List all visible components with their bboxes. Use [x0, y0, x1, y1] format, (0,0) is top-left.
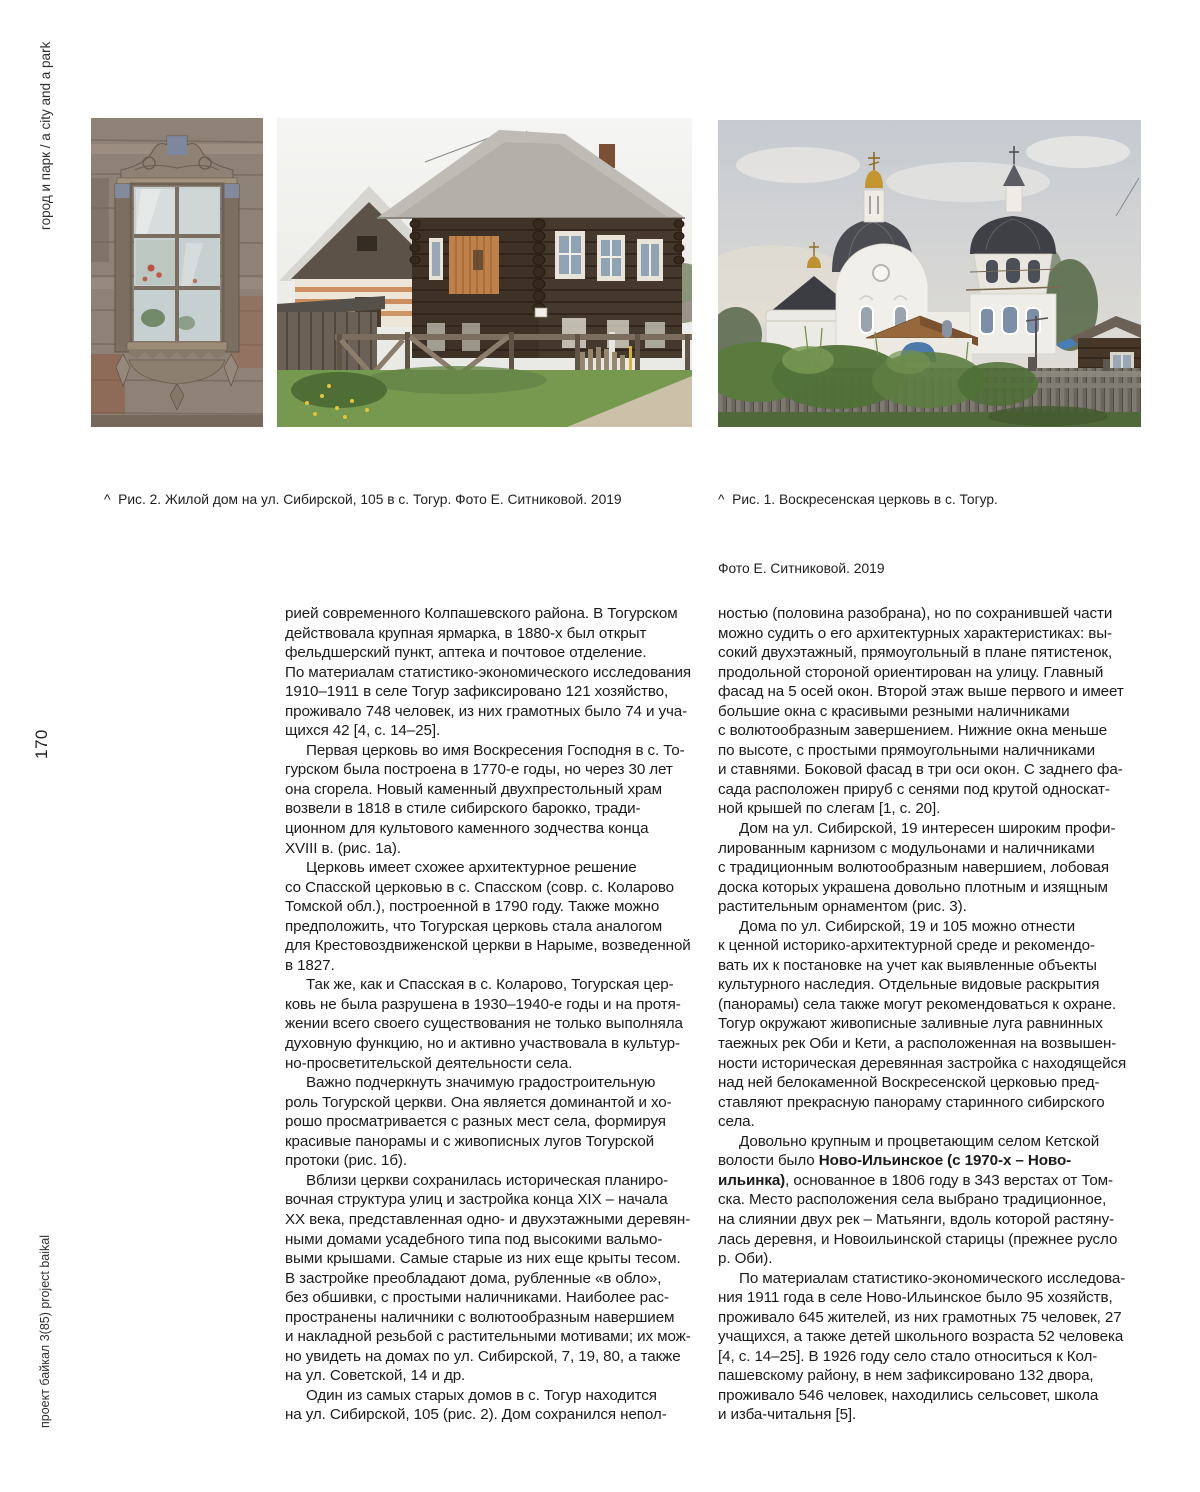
- caption-line: Фото Е. Ситниковой. 2019: [718, 561, 885, 576]
- text-line: на ул. Советской, 14 и др.: [285, 1367, 466, 1385]
- carved-window-illustration: [91, 118, 263, 427]
- text-line: Довольно крупным и процветающим селом Кетской: [739, 1132, 1100, 1150]
- text-line: но увидеть на домах по ул. Сибирской, 7, 19, 80, а также: [285, 1347, 681, 1365]
- text-line: По материалам статистико-экономического исследова-: [739, 1269, 1126, 1287]
- text-line: без обшивки, с простыми наличниками. Наиболее рас-: [285, 1289, 669, 1307]
- text-line: действовала крупная ярмарка, в 1880-х был открыт: [285, 624, 647, 642]
- text-line: пашевскому району, в нем зафиксировано 132 двора,: [718, 1367, 1094, 1385]
- figure-caption-fig2: [104, 442, 622, 557]
- text-line: ставляют прекрасную панораму старинного сибирского: [718, 1093, 1105, 1111]
- text-line: протоки (рис. 1б).: [285, 1152, 408, 1170]
- text-line: сада расположен прируб с сенями под крутой односкат-: [718, 780, 1110, 798]
- text-line: лированным карнизом с модульонами и наличниками: [718, 839, 1095, 857]
- caption-line: ^ Рис. 2. Жилой дом на ул. Сибирской, 105 в с. Тогур. Фото Е. Ситниковой. 2019: [104, 492, 622, 507]
- text-line: ностью (половина разобрана), но по сохранившей части: [718, 605, 1113, 622]
- text-line: большие окна с красивыми резными наличниками: [718, 702, 1070, 720]
- text-line: Один из самых старых домов в с. Тогур находится: [306, 1386, 657, 1404]
- text-line: рошо просматривается с разных мест села, формируя: [285, 1113, 666, 1131]
- text-line: Дом на ул. Сибирской, 19 интересен широким профи-: [739, 820, 1116, 838]
- log-house-illustration: [277, 118, 692, 427]
- text-line: выми крышами. Самые старые из них еще крыты тесом.: [285, 1250, 681, 1268]
- text-line: Важно подчеркнуть значимую градостроительную: [306, 1074, 656, 1092]
- text-line: со Спасской церковью в с. Спасском (совр. с. Коларово: [285, 878, 675, 896]
- text-line: волости было Ново-Ильинское (с 1970-х – Ново-: [718, 1152, 1072, 1170]
- text-line: села.: [718, 1113, 755, 1131]
- text-line: ной крышей по слегам [1, с. 20].: [718, 800, 941, 818]
- photo-carved-window: [91, 118, 263, 427]
- text-line: ционном для культового каменного зодчества конца: [285, 820, 649, 838]
- text-line: на слиянии двух рек – Матьянги, вдоль которой растяну-: [718, 1210, 1115, 1228]
- text-line: красивые панорамы и с живописных лугов Тогурской: [285, 1132, 655, 1150]
- text-line: Тогур окружают живописные заливные луга равнинных: [718, 1015, 1103, 1033]
- section-rubric-vertical: город и парк / a city and a park: [38, 41, 53, 230]
- text-line: и ставнями. Боковой фасад в три оси окон. С заднего фа-: [718, 761, 1123, 779]
- text-line: ными домами усадебного типа под высокими вальмо-: [285, 1230, 663, 1248]
- page-number: 170: [32, 729, 51, 759]
- text-line: В застройке преобладают дома, рубленные «в обло»,: [285, 1269, 662, 1287]
- text-line: предположить, что Тогурская церковь стала аналогом: [285, 917, 663, 935]
- text-line: сокий двухэтажный, прямоугольный в плане пятистенок,: [718, 644, 1113, 662]
- text-line: Вблизи церкви сохранилась историческая планиро-: [306, 1171, 669, 1189]
- text-line: к ценной историко-архитектурной среде и рекомендо-: [718, 937, 1095, 955]
- text-line: жении всего своего существования не только выполняла: [285, 1015, 683, 1033]
- text-line: ности историческая деревянная застройка с находящейся: [718, 1054, 1127, 1072]
- text-line: (панорамы) села также могут рекомендоваться к охране.: [718, 995, 1117, 1013]
- text-line: ильинка), основанное в 1806 году в 343 верстах от Том-: [718, 1171, 1113, 1189]
- text-line: лась деревня, и Новоильинской старицы (прежнее русло: [718, 1230, 1118, 1248]
- text-line: рией современного Колпашевского района. В Тогурском: [285, 605, 678, 622]
- text-line: ния 1911 года в селе Ново-Ильинское было 95 хозяйств,: [718, 1289, 1113, 1307]
- photo-church: [718, 120, 1141, 427]
- text-line: культурного наследия. Отдельные видовые раскрытия: [718, 976, 1100, 994]
- text-line: Томской обл.), построенной в 1790 году. Также можно: [285, 898, 660, 916]
- text-line: растительным орнаментом (рис. 3).: [718, 898, 967, 916]
- journal-imprint-vertical: проект байкал 3(85) project baikal: [38, 1234, 52, 1428]
- text-line: и накладной резьбой с растительными мотивами; их мож-: [285, 1328, 691, 1346]
- photo-log-house: [277, 118, 692, 427]
- text-line: в 1827.: [285, 956, 335, 974]
- text-line: XVIII в. (рис. 1а).: [285, 839, 401, 857]
- text-line: 1910–1911 в селе Тогур зафиксировано 121 хозяйство,: [285, 683, 669, 701]
- text-line: проживало 645 жителей, из них грамотных 75 человек, 27: [718, 1308, 1122, 1326]
- text-line: таежных рек Оби и Кети, а расположенная на возвышен-: [718, 1035, 1117, 1053]
- text-line: и изба-читальня [5].: [718, 1406, 857, 1424]
- caption-line: ^ Рис. 1. Воскресенская церковь в с. Тогур.: [718, 492, 998, 507]
- text-line: доска которых украшена довольно плотным и изящным: [718, 878, 1108, 896]
- church-illustration: [718, 120, 1141, 427]
- text-line: Дома по ул. Сибирской, 19 и 105 можно отнести: [739, 917, 1076, 935]
- left-column: [285, 604, 695, 1425]
- text-line: По материалам статистико-экономического исследования: [285, 663, 692, 681]
- text-line: духовную функцию, но и активно участвовала в культур-: [285, 1035, 680, 1053]
- text-line: вочная структура улиц и застройка конца XIX – начала: [285, 1191, 668, 1209]
- text-line: роль Тогурской церкви. Она является доминантой и хо-: [285, 1093, 672, 1111]
- text-line: фельдшерский пункт, аптека и почтовое отделение.: [285, 644, 647, 662]
- text-line: Так же, как и Спасская в с. Коларово, Тогурская цер-: [306, 976, 674, 994]
- text-line: по высоте, с простыми прямоугольными наличниками: [718, 741, 1096, 759]
- text-line: с традиционным волютообразным навершием, лобовая: [718, 859, 1109, 877]
- text-line: с волютообразным завершением. Нижние окна меньше: [718, 722, 1108, 740]
- text-line: р. Оби).: [718, 1250, 773, 1268]
- text-line: гурском была построена в 1770-е годы, но через 30 лет: [285, 761, 673, 779]
- text-line: ковь не была разрушена в 1930–1940-е годы и на протя-: [285, 995, 681, 1013]
- text-line: ска. Место расположения села выбрано традиционное,: [718, 1191, 1107, 1209]
- text-line: для Крестовоздвиженской церкви в Нарыме, возведенной: [285, 937, 691, 955]
- text-line: на ул. Сибирской, 105 (рис. 2). Дом сохранился непол-: [285, 1406, 667, 1424]
- text-line: она сгорела. Новый каменный двухпрестольный храм: [285, 780, 662, 798]
- text-line: щихся 42 [4, с. 14–25].: [285, 722, 441, 740]
- text-line: проживало 546 человек, находились сельсовет, школа: [718, 1386, 1099, 1404]
- text-line: [4, с. 14–25]. В 1926 году село стало относиться к Кол-: [718, 1347, 1098, 1365]
- text-line: проживало 748 человек, из них грамотных было 74 и уча-: [285, 702, 688, 720]
- text-line: Церковь имеет схожее архитектурное решение: [306, 859, 637, 877]
- text-line: можно судить о его архитектурных характеристиках: вы-: [718, 624, 1112, 642]
- text-line: учащихся, а также детей школьного возраста 52 человека: [718, 1328, 1124, 1346]
- text-line: над ней белокаменной Воскресенской церковью пред-: [718, 1074, 1100, 1092]
- text-line: но-просветительской деятельности села.: [285, 1054, 573, 1072]
- text-line: продольной стороной ориентирован на улицу. Главный: [718, 663, 1104, 681]
- text-line: вать их к постановке на учет как выявленные объекты: [718, 956, 1097, 974]
- text-line: Первая церковь во имя Воскресения Господня в с. То-: [306, 741, 685, 759]
- figure-caption-fig1: [718, 442, 998, 626]
- text-line: XX века, представленная одно- и двухэтажными деревян-: [285, 1210, 691, 1228]
- text-line: возвели в 1818 в стиле сибирского барокко, тради-: [285, 800, 641, 818]
- text-line: пространены наличники с волютообразным навершием: [285, 1308, 675, 1326]
- text-line: фасад на 5 осей окон. Второй этаж выше первого и имеет: [718, 683, 1124, 701]
- right-column: [718, 604, 1142, 1425]
